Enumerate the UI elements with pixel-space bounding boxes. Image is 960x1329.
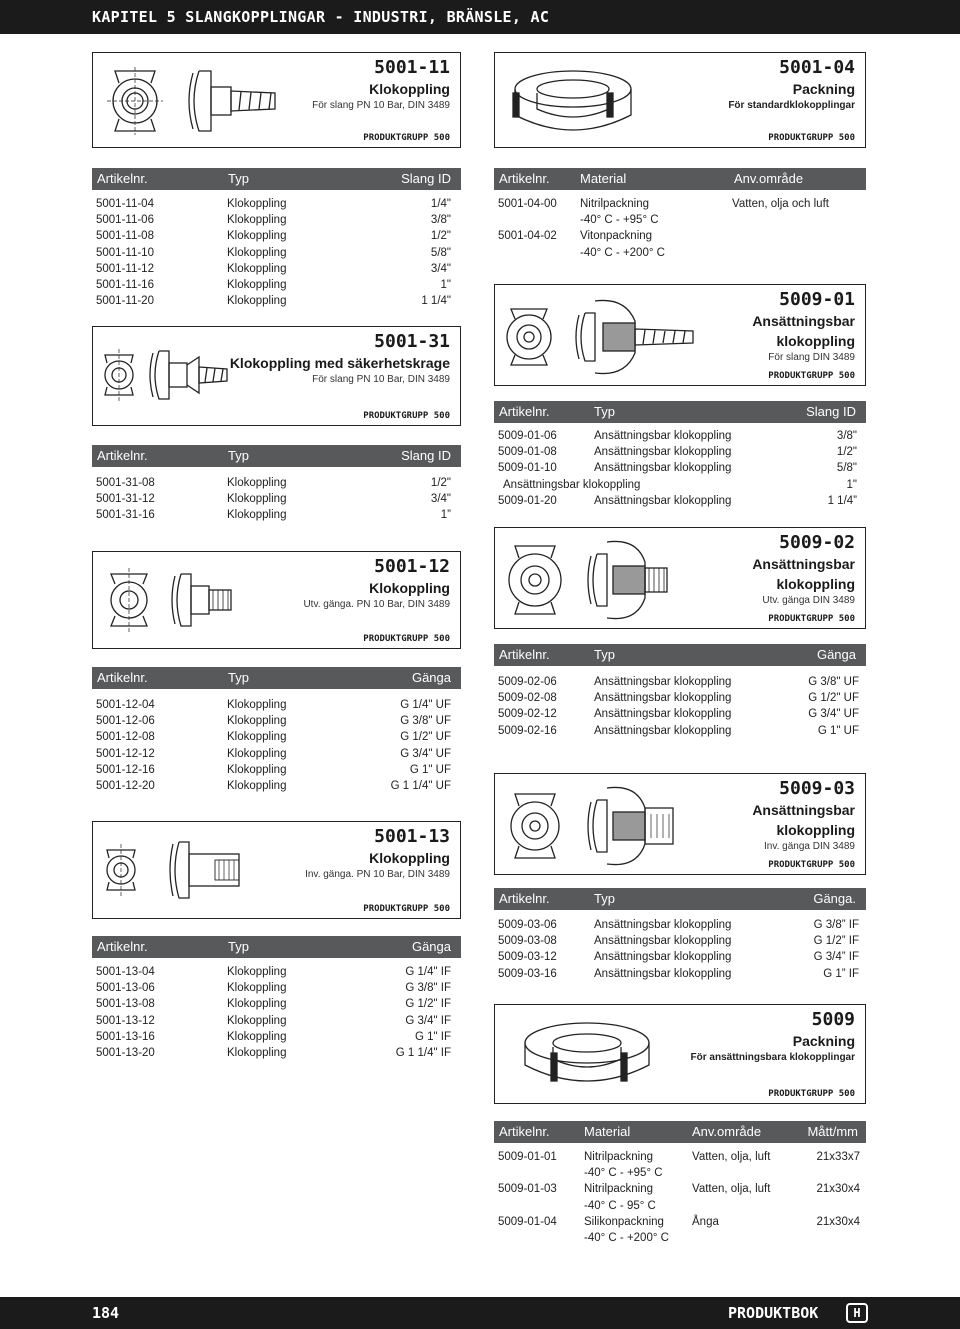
table-row: 5009-01-08 Ansättningsbar klokoppling 1/2" (498, 446, 857, 459)
table-header (92, 445, 461, 467)
col-matt: Mått/mm (807, 1124, 858, 1139)
table-5009 (498, 1149, 860, 1246)
product-card-5001-12 (92, 551, 461, 649)
table-row: -40° C - +200° C (580, 246, 665, 259)
product-code: 5001-12 (374, 556, 450, 577)
table-row: 5009-02-12 Ansättningsbar klokoppling G 3/4" UF (498, 708, 859, 721)
attachable-coupling-female-thread-illustration (495, 774, 715, 876)
footer-label: PRODUKTBOK (728, 1304, 819, 1322)
chapter-header: KAPITEL 5 SLANGKOPPLINGAR - INDUSTRI, BRÄNSLE, AC (0, 0, 960, 34)
table-row: 5001-12-20 Klokoppling G 1 1/4" UF (96, 779, 451, 792)
col-anvomrade: Anv.område (734, 171, 804, 186)
product-name-line2: klokoppling (776, 333, 855, 349)
table-row: 5009-01-06 Ansättningsbar klokoppling 3/8" (498, 430, 857, 442)
table-row: 5009-02-08 Ansättningsbar klokoppling G 1/2" UF (498, 692, 859, 705)
product-name: Packning (792, 81, 855, 97)
male-thread-coupling-illustration (93, 552, 293, 650)
brand-logo-icon: H (846, 1303, 868, 1323)
product-code: 5001-04 (779, 57, 855, 78)
product-group: PRODUKTGRUPP 500 (363, 634, 450, 644)
claw-coupling-illustration (93, 53, 293, 149)
product-group: PRODUKTGRUPP 500 (768, 371, 855, 381)
col-artikelnr: Artikelnr. (499, 171, 550, 186)
table-row: 5009-01-01 Nitrilpackning Vatten, olja, luft 21x33x7 (498, 1151, 860, 1163)
table-row: 5001-12-06 Klokoppling G 3/8" UF (96, 715, 451, 728)
product-group: PRODUKTGRUPP 500 (768, 1089, 855, 1099)
table-5001-12 (96, 697, 451, 794)
table-header (494, 168, 866, 190)
table-5009-01 (498, 428, 857, 509)
col-typ: Typ (594, 891, 615, 906)
col-material: Material (580, 171, 627, 186)
product-group: PRODUKTGRUPP 500 (768, 614, 855, 624)
table-row: 5001-31-08 Klokoppling 1/2" (96, 477, 451, 489)
col-artikelnr: Artikelnr. (499, 647, 550, 662)
table-5009-02 (498, 674, 859, 739)
product-code: 5009-02 (779, 532, 855, 553)
table-row: 5009-02-16 Ansättningsbar klokoppling G 1" UF (498, 724, 859, 737)
table-row: 5001-12-04 Klokoppling G 1/4" UF (96, 699, 451, 711)
product-name: Klokoppling med säkerhetskrage (229, 355, 450, 371)
product-group: PRODUKTGRUPP 500 (768, 133, 855, 143)
table-row: 5001-12-16 Klokoppling G 1" UF (96, 763, 451, 776)
product-card-5001-04 (494, 52, 866, 148)
table-row: 5001-13-06 Klokoppling G 3/8" IF (96, 982, 451, 995)
table-row: -40° C - +95° C (580, 214, 659, 227)
product-subtitle: Inv. gänga. PN 10 Bar, DIN 3489 (305, 869, 450, 880)
table-5001-31 (96, 475, 451, 524)
attachable-coupling-male-thread-illustration (495, 528, 715, 630)
product-card-5001-13 (92, 821, 461, 919)
product-subtitle: För slang PN 10 Bar, DIN 3489 (312, 374, 450, 385)
table-row: 5009-01-20 Ansättningsbar klokoppling 1 1/4” (498, 494, 857, 507)
product-code: 5001-13 (374, 826, 450, 847)
product-code: 5001-31 (374, 331, 450, 352)
col-artikelnr: Artikelnr. (97, 939, 148, 954)
table-header (494, 1121, 866, 1143)
table-row: 5001-04-02 Vitonpackning (498, 230, 653, 243)
col-ganga: Gänga (411, 939, 451, 954)
product-group: PRODUKTGRUPP 500 (363, 904, 450, 914)
product-card-5001-31 (92, 326, 461, 426)
col-artikelnr: Artikelnr. (499, 891, 550, 906)
gasket-ring-illustration (495, 1005, 675, 1105)
table-header (92, 936, 461, 958)
table-5001-13 (96, 964, 451, 1061)
table-row: 5001-11-16 Klokoppling 1" (96, 278, 451, 291)
col-slang-id: Slang ID (806, 404, 856, 419)
product-subtitle: För ansättningsbara klokopplingar (690, 1052, 855, 1063)
table-row: 5001-12-12 Klokoppling G 3/4" UF (96, 747, 451, 760)
col-artikelnr: Artikelnr. (499, 404, 550, 419)
product-name-line1: Ansättningsbar (752, 313, 855, 329)
gasket-ring-illustration (495, 53, 655, 149)
product-card-5009-01 (494, 284, 866, 386)
col-slang-id: Slang ID (401, 448, 451, 463)
table-header (92, 168, 461, 190)
product-card-5009-02 (494, 527, 866, 629)
table-row: 5001-13-16 Klokoppling G 1" IF (96, 1030, 451, 1043)
table-row: 5009-03-08 Ansättningsbar klokoppling G 1/2” IF (498, 935, 859, 948)
table-row: 5009-01-10 Ansättningsbar klokoppling 5/8" (498, 462, 857, 475)
col-artikelnr: Artikelnr. (499, 1124, 550, 1139)
col-ganga: Gänga. (813, 891, 856, 906)
col-artikelnr: Artikelnr. (97, 670, 148, 685)
product-card-5009-03 (494, 773, 866, 875)
table-row: 5001-11-06 Klokoppling 3/8" (96, 214, 451, 227)
table-row: 5001-04-00 Nitrilpackning Vatten, olja och luft (498, 198, 829, 210)
product-group: PRODUKTGRUPP 500 (768, 860, 855, 870)
table-header (494, 888, 866, 910)
product-subtitle: Utv. gänga. PN 10 Bar, DIN 3489 (303, 599, 450, 610)
product-code: 5009-01 (779, 289, 855, 310)
product-group: PRODUKTGRUPP 500 (363, 133, 450, 143)
table-row: -40° C - +95° C (584, 1167, 663, 1180)
product-name-line2: klokoppling (776, 822, 855, 838)
table-row: 5009-02-06 Ansättningsbar klokoppling G 3/8" UF (498, 676, 859, 688)
col-typ: Typ (228, 939, 249, 954)
page-footer (0, 1297, 960, 1329)
product-subtitle: Inv. gänga DIN 3489 (764, 841, 855, 852)
col-typ: Typ (228, 171, 249, 186)
col-typ: Typ (594, 647, 615, 662)
attachable-coupling-illustration (495, 285, 715, 387)
product-card-5001-11 (92, 52, 461, 148)
table-row: 5001-11-08 Klokoppling 1/2" (96, 230, 451, 243)
product-name: Klokoppling (369, 850, 450, 866)
col-artikelnr: Artikelnr. (97, 448, 148, 463)
table-row: 5009-01-03 Nitrilpackning Vatten, olja, luft 21x30x4 (498, 1183, 860, 1196)
product-subtitle: För standardklokopplingar (728, 100, 855, 111)
col-ganga: Gänga (816, 647, 856, 662)
product-name-line1: Ansättningsbar (752, 556, 855, 572)
table-row: 5001-31-12 Klokoppling 3/4" (96, 493, 451, 506)
product-code: 5009 (811, 1009, 855, 1030)
table-row: 5001-13-20 Klokoppling G 1 1/4" IF (96, 1046, 451, 1059)
table-row: -40° C - +200° C (584, 1231, 669, 1244)
table-row: 5001-13-08 Klokoppling G 1/2" IF (96, 998, 451, 1011)
table-5001-11 (96, 196, 451, 309)
table-header (494, 401, 866, 423)
table-row: 5001-13-04 Klokoppling G 1/4" IF (96, 966, 451, 978)
table-row: 5009-03-16 Ansättningsbar klokoppling G 1” IF (498, 967, 859, 980)
table-row: 5001-12-08 Klokoppling G 1/2" UF (96, 731, 451, 744)
col-material: Material (584, 1124, 631, 1139)
table-row: Ansättningsbar klokoppling 1" (503, 478, 857, 491)
col-slang-id: Slang ID (401, 171, 451, 186)
product-name-line2: klokoppling (776, 576, 855, 592)
product-code: 5001-11 (374, 57, 450, 78)
product-card-5009 (494, 1004, 866, 1104)
table-row: 5009-01-04 Silikonpackning Ånga 21x30x4 (498, 1215, 860, 1228)
col-artikelnr: Artikelnr. (97, 171, 148, 186)
table-5001-04 (498, 196, 858, 261)
product-group: PRODUKTGRUPP 500 (363, 411, 450, 421)
table-row: 5001-31-16 Klokoppling 1” (96, 509, 451, 522)
table-5009-03 (498, 917, 859, 982)
table-header (494, 644, 866, 666)
col-typ: Typ (594, 404, 615, 419)
col-ganga: Gänga (411, 670, 451, 685)
female-thread-coupling-illustration (93, 822, 293, 920)
table-row: 5001-11-20 Klokoppling 1 1/4" (96, 295, 451, 308)
table-row: 5001-13-12 Klokoppling G 3/4" IF (96, 1014, 451, 1027)
col-typ: Typ (228, 670, 249, 685)
product-code: 5009-03 (779, 778, 855, 799)
page-number: 184 (92, 1304, 120, 1322)
product-name: Klokoppling (369, 81, 450, 97)
product-name-line1: Ansättningsbar (752, 802, 855, 818)
table-row: 5001-11-10 Klokoppling 5/8" (96, 246, 451, 259)
table-row: 5001-11-04 Klokoppling 1/4" (96, 198, 451, 210)
table-row: 5009-03-06 Ansättningsbar klokoppling G 3/8” IF (498, 919, 859, 931)
table-row: 5009-03-12 Ansättningsbar klokoppling G 3/4” IF (498, 951, 859, 964)
col-typ: Typ (228, 448, 249, 463)
table-row: -40° C - 95° C (584, 1199, 656, 1212)
product-name: Packning (792, 1033, 855, 1049)
product-subtitle: Utv. gänga DIN 3489 (762, 595, 855, 606)
table-header (92, 667, 461, 689)
table-row: 5001-11-12 Klokoppling 3/4" (96, 262, 451, 275)
product-name: Klokoppling (369, 580, 450, 596)
product-subtitle: För slang PN 10 Bar, DIN 3489 (312, 100, 450, 111)
product-subtitle: För slang DIN 3489 (768, 352, 855, 363)
col-anvomrade: Anv.område (692, 1124, 762, 1139)
